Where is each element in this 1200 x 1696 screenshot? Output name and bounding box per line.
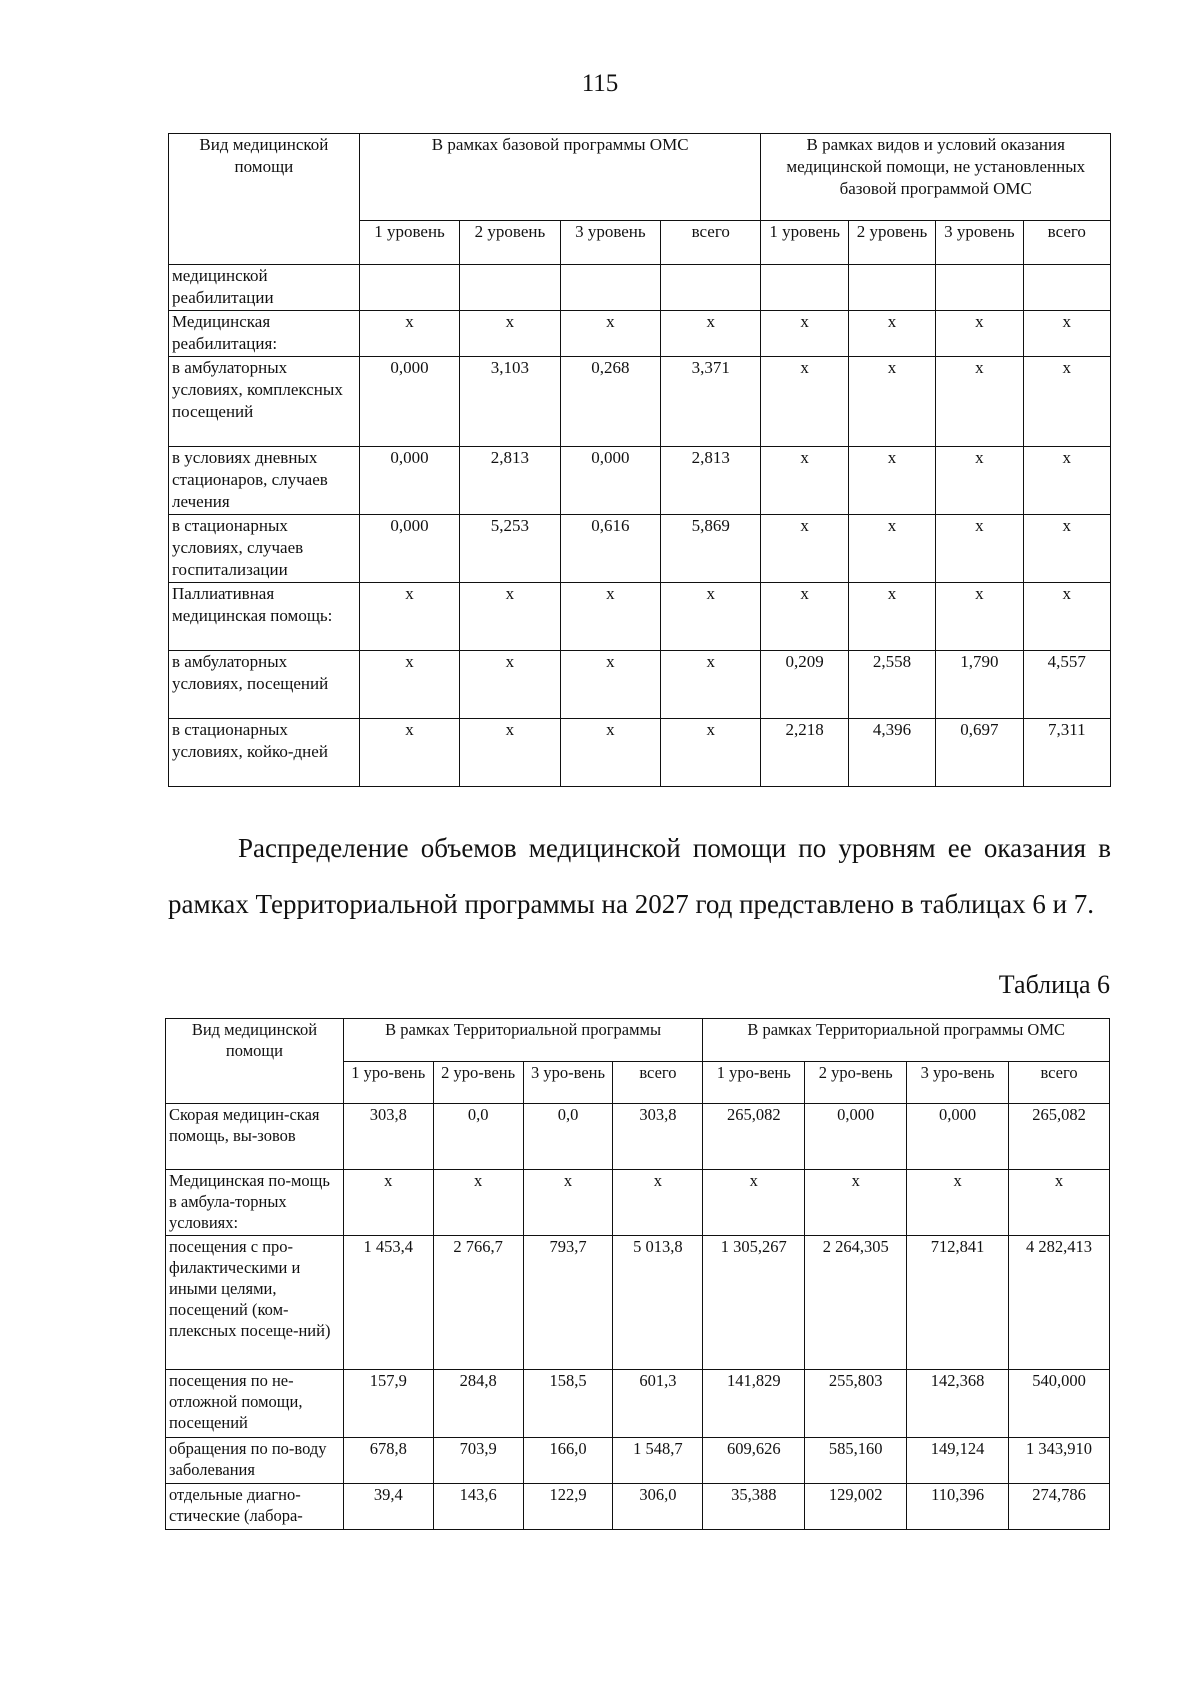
table-cell: 303,8 bbox=[343, 1104, 433, 1170]
table-cell: x bbox=[848, 447, 935, 515]
table-cell: 0,616 bbox=[560, 515, 660, 583]
row-label: Скорая медицин-ская помощь, вы-зовов bbox=[166, 1104, 344, 1170]
table-row bbox=[166, 1438, 1110, 1484]
table-cell: 255,803 bbox=[805, 1370, 907, 1438]
table-cell: 35,388 bbox=[703, 1484, 805, 1530]
table-cell: x bbox=[359, 583, 459, 651]
table-cell: x bbox=[761, 447, 848, 515]
table-cell: x bbox=[1023, 311, 1110, 357]
table-cell: 678,8 bbox=[343, 1438, 433, 1484]
table-cell: 4 282,413 bbox=[1009, 1236, 1110, 1370]
table-cell: 1 548,7 bbox=[613, 1438, 703, 1484]
table-row bbox=[169, 515, 1111, 583]
table-cell: 0,268 bbox=[560, 357, 660, 447]
row-label: в стационарных условиях, койко-дней bbox=[169, 719, 360, 787]
table-cell: x bbox=[761, 515, 848, 583]
table-cell: 166,0 bbox=[523, 1438, 613, 1484]
table-row bbox=[166, 1484, 1110, 1530]
table-cell: 306,0 bbox=[613, 1484, 703, 1530]
header-group-territorial-oms: В рамках Территориальной программы ОМС bbox=[703, 1019, 1110, 1062]
table-cell: x bbox=[761, 583, 848, 651]
row-label: в амбулаторных условиях, посещений bbox=[169, 651, 360, 719]
table-cell bbox=[560, 265, 660, 311]
table-cell: 585,160 bbox=[805, 1438, 907, 1484]
table-cell: 1 305,267 bbox=[703, 1236, 805, 1370]
paragraph bbox=[168, 820, 1111, 932]
table-cell: x bbox=[1023, 583, 1110, 651]
table-cell: 0,000 bbox=[359, 357, 459, 447]
table-row bbox=[169, 265, 1111, 311]
table-cell: x bbox=[661, 583, 761, 651]
table-row bbox=[166, 1104, 1110, 1170]
row-label: в стационарных условиях, случаев госпитализации bbox=[169, 515, 360, 583]
table-row bbox=[169, 651, 1111, 719]
table-cell: x bbox=[761, 357, 848, 447]
table-cell bbox=[761, 265, 848, 311]
header-group-basic-oms: В рамках базовой программы ОМС bbox=[359, 134, 761, 221]
table-cell: 141,829 bbox=[703, 1370, 805, 1438]
table-cell: 265,082 bbox=[703, 1104, 805, 1170]
table-cell: 5,869 bbox=[661, 515, 761, 583]
table-cell: 110,396 bbox=[907, 1484, 1009, 1530]
table-cell: 0,209 bbox=[761, 651, 848, 719]
row-label: Медицинская реабилитация: bbox=[169, 311, 360, 357]
row-label: посещения по не-отложной помощи, посещений bbox=[166, 1370, 344, 1438]
table-cell: x bbox=[848, 311, 935, 357]
table-cell: 0,000 bbox=[560, 447, 660, 515]
table-cell: 284,8 bbox=[433, 1370, 523, 1438]
table-cell: x bbox=[560, 311, 660, 357]
table-cell: x bbox=[661, 311, 761, 357]
table-cell: 2,813 bbox=[661, 447, 761, 515]
table-cell: x bbox=[936, 311, 1023, 357]
table-cell: x bbox=[523, 1170, 613, 1236]
table-cell: x bbox=[1023, 515, 1110, 583]
level-header: 2 уро-вень bbox=[805, 1062, 907, 1104]
table-cell: 142,368 bbox=[907, 1370, 1009, 1438]
table-cell: x bbox=[460, 311, 560, 357]
level-header: 3 уро-вень bbox=[907, 1062, 1009, 1104]
table-cell: 0,0 bbox=[523, 1104, 613, 1170]
table-cell: 7,311 bbox=[1023, 719, 1110, 787]
level-header: всего bbox=[1023, 221, 1110, 265]
level-header: 2 уровень bbox=[848, 221, 935, 265]
header-group-territorial: В рамках Территориальной программы bbox=[343, 1019, 703, 1062]
table-row bbox=[169, 583, 1111, 651]
table-cell: 158,5 bbox=[523, 1370, 613, 1438]
table-cell: 1 453,4 bbox=[343, 1236, 433, 1370]
table-cell bbox=[460, 265, 560, 311]
row-label: в условиях дневных стационаров, случаев лечения bbox=[169, 447, 360, 515]
table-cell: x bbox=[560, 583, 660, 651]
table-cell bbox=[1023, 265, 1110, 311]
table-cell bbox=[661, 265, 761, 311]
table-cell: 2 264,305 bbox=[805, 1236, 907, 1370]
table-cell: x bbox=[460, 719, 560, 787]
table-cell: 39,4 bbox=[343, 1484, 433, 1530]
table-cell: x bbox=[1023, 357, 1110, 447]
page-number: 115 bbox=[581, 70, 619, 97]
table-cell: x bbox=[359, 651, 459, 719]
table-cell: x bbox=[936, 583, 1023, 651]
table-cell: x bbox=[560, 719, 660, 787]
table-cell: x bbox=[936, 357, 1023, 447]
table-cell: x bbox=[433, 1170, 523, 1236]
table6-caption: Таблица 6 bbox=[998, 970, 1110, 999]
table-cell: x bbox=[703, 1170, 805, 1236]
table-cell: 4,396 bbox=[848, 719, 935, 787]
row-label: отдельные диагно-стические (лабора- bbox=[166, 1484, 344, 1530]
table-row bbox=[169, 719, 1111, 787]
table-cell: x bbox=[848, 357, 935, 447]
row-label: обращения по по-воду заболевания bbox=[166, 1438, 344, 1484]
header-kind: Вид медицинской помощи bbox=[166, 1019, 344, 1104]
table-cell: x bbox=[560, 651, 660, 719]
table-cell: 2,813 bbox=[460, 447, 560, 515]
level-header: всего bbox=[661, 221, 761, 265]
table-cell: 157,9 bbox=[343, 1370, 433, 1438]
table-row bbox=[166, 1236, 1110, 1370]
row-label: Паллиативная медицинская помощь: bbox=[169, 583, 360, 651]
table-cell: 4,557 bbox=[1023, 651, 1110, 719]
table-cell: 1 343,910 bbox=[1009, 1438, 1110, 1484]
level-header: 3 уро-вень bbox=[523, 1062, 613, 1104]
table-cell bbox=[848, 265, 935, 311]
table-cell: 0,000 bbox=[359, 447, 459, 515]
table-cell: 5,253 bbox=[460, 515, 560, 583]
level-header: 2 уро-вень bbox=[433, 1062, 523, 1104]
table-cell: 2 766,7 bbox=[433, 1236, 523, 1370]
row-label: посещения с про-филактическими и иными целями, посещений (ком-плексных посеще-ний) bbox=[166, 1236, 344, 1370]
paragraph-text: Распределение объемов медицинской помощи по уровням ее оказания в рамках Территориальной программы на 2027 год представлено в таблицах 6 и 7. bbox=[168, 833, 1111, 919]
table-row bbox=[169, 447, 1111, 515]
table-cell: 540,000 bbox=[1009, 1370, 1110, 1438]
table-row bbox=[169, 357, 1111, 447]
level-header: 1 уровень bbox=[359, 221, 459, 265]
table-cell: 703,9 bbox=[433, 1438, 523, 1484]
level-header: 2 уровень bbox=[460, 221, 560, 265]
table-cell: x bbox=[848, 515, 935, 583]
table-cell: x bbox=[1023, 447, 1110, 515]
table-cell: 1,790 bbox=[936, 651, 1023, 719]
table-cell: 5 013,8 bbox=[613, 1236, 703, 1370]
table-cell: 265,082 bbox=[1009, 1104, 1110, 1170]
table-cell: 2,218 bbox=[761, 719, 848, 787]
level-header: всего bbox=[613, 1062, 703, 1104]
row-label: в амбулаторных условиях, комплексных посещений bbox=[169, 357, 360, 447]
table-cell: 303,8 bbox=[613, 1104, 703, 1170]
table-row bbox=[169, 311, 1111, 357]
table-continued bbox=[168, 133, 1111, 787]
table-cell: x bbox=[936, 515, 1023, 583]
table-cell: 0,0 bbox=[433, 1104, 523, 1170]
row-label: медицинской реабилитации bbox=[169, 265, 360, 311]
table-cell: x bbox=[936, 447, 1023, 515]
table-cell: 149,124 bbox=[907, 1438, 1009, 1484]
table-row bbox=[166, 1170, 1110, 1236]
table-cell: 793,7 bbox=[523, 1236, 613, 1370]
level-header: 3 уровень bbox=[560, 221, 660, 265]
table-cell: 274,786 bbox=[1009, 1484, 1110, 1530]
level-header: 3 уровень bbox=[936, 221, 1023, 265]
table-cell: x bbox=[460, 583, 560, 651]
header-kind: Вид медицинской помощи bbox=[169, 134, 360, 265]
table-cell: 712,841 bbox=[907, 1236, 1009, 1370]
table-cell: x bbox=[359, 719, 459, 787]
table-cell: x bbox=[805, 1170, 907, 1236]
table-cell bbox=[936, 265, 1023, 311]
table-cell: 0,000 bbox=[907, 1104, 1009, 1170]
table-cell: 609,626 bbox=[703, 1438, 805, 1484]
table-cell: 0,000 bbox=[359, 515, 459, 583]
header-group-non-basic: В рамках видов и условий оказания медицинской помощи, не установленных базовой программой ОМС bbox=[761, 134, 1111, 221]
table-cell: x bbox=[907, 1170, 1009, 1236]
table-cell: 0,697 bbox=[936, 719, 1023, 787]
table-cell: 601,3 bbox=[613, 1370, 703, 1438]
table-cell: 0,000 bbox=[805, 1104, 907, 1170]
table-cell: 3,371 bbox=[661, 357, 761, 447]
table-cell: x bbox=[761, 311, 848, 357]
table-cell: x bbox=[661, 719, 761, 787]
table-cell: 143,6 bbox=[433, 1484, 523, 1530]
table-cell: x bbox=[613, 1170, 703, 1236]
table-cell: 2,558 bbox=[848, 651, 935, 719]
table-cell: 122,9 bbox=[523, 1484, 613, 1530]
table-cell: 129,002 bbox=[805, 1484, 907, 1530]
table-row bbox=[166, 1370, 1110, 1438]
table-cell: x bbox=[661, 651, 761, 719]
level-header: 1 уро-вень bbox=[343, 1062, 433, 1104]
level-header: всего bbox=[1009, 1062, 1110, 1104]
table-cell: x bbox=[460, 651, 560, 719]
level-header: 1 уровень bbox=[761, 221, 848, 265]
table-cell bbox=[359, 265, 459, 311]
table-cell: x bbox=[1009, 1170, 1110, 1236]
table-cell: x bbox=[359, 311, 459, 357]
table6 bbox=[165, 1018, 1110, 1530]
row-label: Медицинская по-мощь в амбула-торных условиях: bbox=[166, 1170, 344, 1236]
table-cell: x bbox=[343, 1170, 433, 1236]
table-cell: x bbox=[848, 583, 935, 651]
table-cell: 3,103 bbox=[460, 357, 560, 447]
level-header: 1 уро-вень bbox=[703, 1062, 805, 1104]
